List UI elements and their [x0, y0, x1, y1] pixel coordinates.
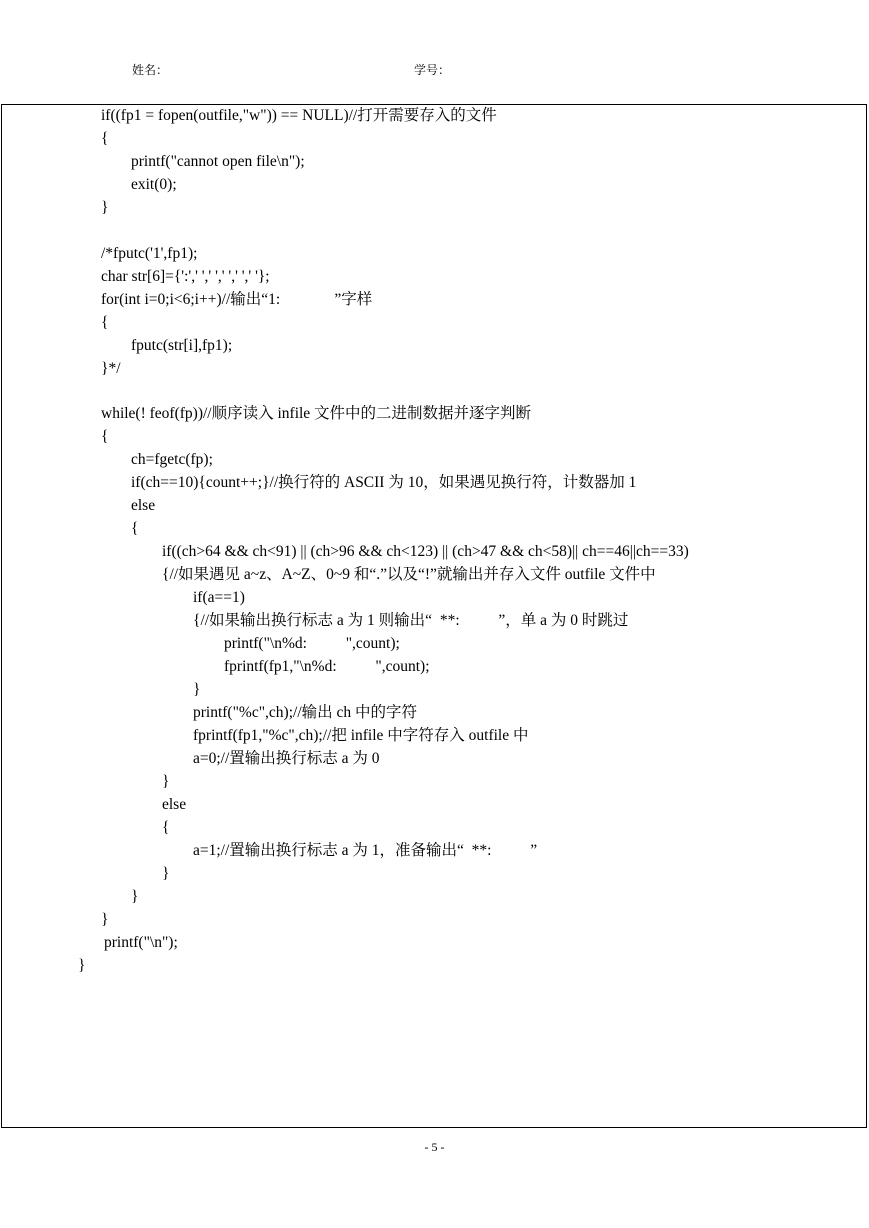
code-line: fprintf(fp1,"\n%d: ",count); [224, 658, 430, 675]
code-line: ch=fgetc(fp); [131, 451, 213, 468]
code-line: exit(0); [131, 176, 177, 193]
name-label: 姓名： [132, 63, 169, 77]
code-line: {//如果输出换行标志 a 为 1 则输出“ **: ”，单 a 为 0 时跳过 [193, 612, 629, 629]
code-line: for(int i=0;i<6;i++)//输出“1: ”字样 [101, 291, 373, 308]
code-line: printf("cannot open file\n"); [131, 153, 305, 170]
code-line: } [101, 911, 109, 928]
code-line: printf("%c",ch);//输出 ch 中的字符 [193, 704, 418, 721]
code-line: fprintf(fp1,"%c",ch);//把 infile 中字符存入 outfile 中 [193, 727, 529, 744]
code-line: char str[6]={':',' ',' ',' ',' ',' '}; [101, 268, 270, 285]
code-line: } [131, 888, 139, 905]
code-line: }*/ [101, 360, 121, 377]
code-line: { [131, 520, 139, 537]
code-line: { [101, 314, 109, 331]
code-line: a=1;//置输出换行标志 a 为 1，准备输出“ **: ” [193, 842, 538, 859]
code-line: else [131, 497, 156, 514]
code-line: { [101, 130, 109, 147]
code-line: } [78, 957, 86, 974]
code-line: { [162, 819, 170, 836]
code-line: } [193, 681, 201, 698]
code-line: {//如果遇见 a~z、A~Z、0~9 和“.”以及“!”就输出并存入文件 outfile 文件中 [162, 566, 656, 583]
code-line: } [101, 199, 109, 216]
code-line: printf("\n%d: ",count); [224, 635, 400, 652]
code-line: while(! feof(fp))//顺序读入 infile 文件中的二进制数据并逐字判断 [101, 405, 532, 422]
student-id-label: 学号： [414, 63, 451, 77]
code-line: { [101, 428, 109, 445]
code-line: } [162, 865, 170, 882]
code-line: if(a==1) [193, 589, 245, 606]
code-line: if(ch==10){count++;}//换行符的 ASCII 为 10，如果遇见换行符，计数器加 1 [131, 474, 637, 491]
page-number: - 5 - [424, 1140, 445, 1154]
code-line: printf("\n"); [104, 934, 178, 951]
code-line: if((fp1 = fopen(outfile,"w")) == NULL)//打开需要存入的文件 [101, 107, 497, 124]
code-line: fputc(str[i],fp1); [131, 337, 233, 354]
code-line: if((ch>64 && ch<91) || (ch>96 && ch<123) || (ch>47 && ch<58)|| ch==46||ch==33) [162, 543, 689, 560]
code-line: a=0;//置输出换行标志 a 为 0 [193, 750, 380, 767]
code-line: } [162, 773, 170, 790]
code-line: else [162, 796, 187, 813]
code-line: /*fputc('1',fp1); [101, 245, 198, 262]
